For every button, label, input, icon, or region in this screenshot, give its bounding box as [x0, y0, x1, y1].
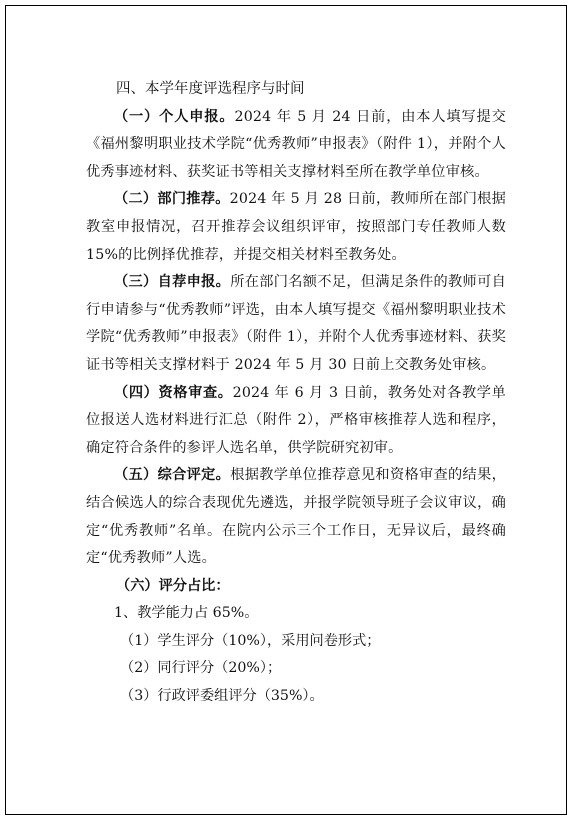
step-3 [86, 269, 506, 379]
step-4 [86, 380, 506, 463]
step-2-text: 2024 年 5 月 28 日前，教师所在部门根据教室申报情况，召开推荐会议组织评审，按照部门专任教师人数 15%的比例择优推荐，并提交相关材料至教务处。 [86, 191, 506, 263]
step-3-text: 所在部门名额不足，但满足条件的教师可自行申请参与“优秀教师”评选，由本人填写提交《福州黎明职业技术学院“优秀教师”申报表》（附件 1），并附个人优秀事迹材料、获奖证书等相关支撑材料于 2024 年 5 月 30 日前上交教务处审核。 [86, 274, 506, 373]
score-item-4: （3）行政评委组评分（35%）。 [120, 688, 324, 705]
document-body [86, 76, 506, 711]
section-title: 四、本学年度评选程序与时间 [116, 81, 305, 97]
step-4-text: 2024 年 6 月 3 日前，教务处对各教学单位报送人选材料进行汇总（附件 2），严格审核推荐人选和程序，确定符合条件的参评人选名单，供学院研究初审。 [86, 384, 506, 456]
step-4-label: （四）资格审查。 [114, 384, 233, 401]
score-item-2: （1）学生评分（10%），采用问卷形式； [120, 632, 381, 649]
score-item-3: （2）同行评分（20%）； [120, 660, 282, 677]
step-5-label: （五）综合评定。 [114, 467, 231, 484]
step-5 [86, 462, 506, 572]
step-2 [86, 186, 506, 269]
score-item-1: 1、教学能力占 65%。 [114, 605, 259, 622]
step-3-label: （三）自荐申报。 [114, 274, 231, 291]
step-1-text: 2024 年 5 月 24 日前，由本人填写提交《福州黎明职业技术学院“优秀教师”申报表》（附件 1），并附个人优秀事迹材料、获奖证书等相关支撑材料至所在教学单位审核。 [86, 108, 506, 180]
score-heading: （六）评分占比： [116, 577, 230, 594]
step-5-text: 根据教学单位推荐意见和资格审查的结果，结合候选人的综合表现优先遴选，并报学院领导班子会议审议，确定“优秀教师”名单。在院内公示三个工作日，无异议后，最终确定“优秀教师”人选。 [86, 467, 506, 567]
page-frame [5, 5, 567, 815]
step-2-label: （二）部门推荐。 [114, 191, 230, 208]
step-1-label: （一）个人申报。 [114, 108, 235, 125]
step-1 [86, 104, 506, 187]
